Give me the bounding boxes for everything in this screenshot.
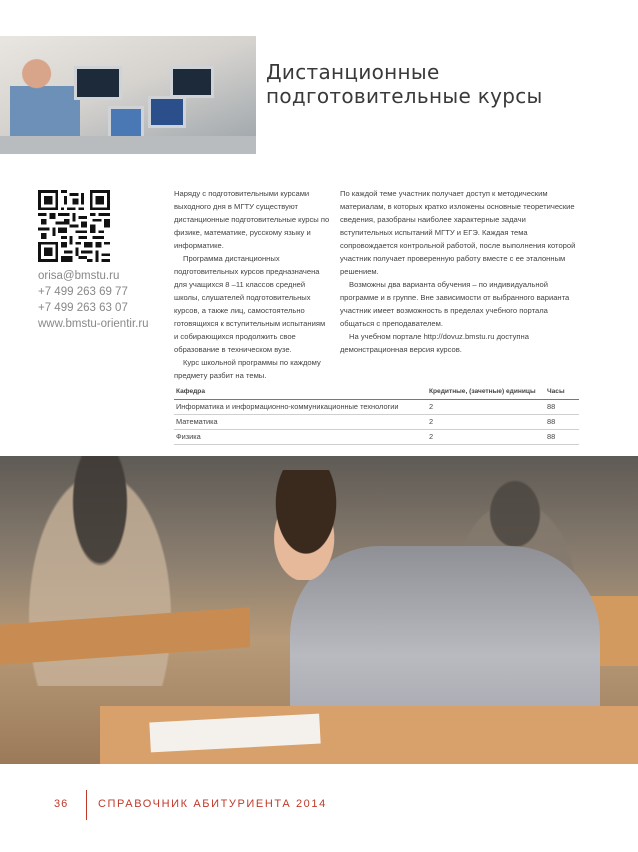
page-number: 36 — [54, 798, 69, 810]
paragraph: На учебном портале http://dovuz.bmstu.ru доступна демонстрационная версия курсов. — [340, 332, 529, 354]
cell-hours: 88 — [545, 429, 579, 444]
table-row — [174, 399, 579, 414]
text-column-1 — [174, 187, 330, 382]
paragraph: Наряду с подготовительными курсами выходного дня в МГТУ существуют дистанционные подготовительные курсы по физике, математике, русскому языку и информатике. — [174, 189, 330, 250]
cell-department: Математика — [174, 414, 427, 429]
contact-block — [38, 268, 168, 332]
header-credits: Кредитные, (зачетные) единицы — [427, 384, 545, 399]
classroom-photo — [0, 456, 638, 764]
paragraph: Возможны два варианта обучения – по индивидуальной программе и в группе. Вне зависимости от выбранного варианта участник имеет возможность в пределах учебного портала общаться с преподавателем. — [340, 280, 570, 328]
paragraph: Курс школьной программы по каждому предмету разбит на темы. — [174, 358, 321, 380]
table-row — [174, 414, 579, 429]
cell-credits: 2 — [427, 399, 545, 414]
header-hours: Часы — [545, 384, 579, 399]
cell-department: Физика — [174, 429, 427, 444]
contact-phone-1: +7 499 263 69 77 — [38, 286, 128, 298]
title-line-2: подготовительные курсы — [266, 84, 543, 108]
page-title — [266, 60, 606, 108]
table-header-row — [174, 384, 579, 399]
title-line-1: Дистанционные — [266, 60, 440, 84]
paragraph: Программа дистанционных подготовительных курсов предназначена для учащихся 8 –11 классов средней школы, слушателей подготовительных курсов, а также лиц, самостоятельно готовящихся к вступительным испытаниям и собирающихся продолжить свое образование в техническом вузе. — [174, 254, 326, 354]
top-photo — [0, 36, 256, 154]
cell-department: Информатика и информационно-коммуникационные технологии — [174, 399, 427, 414]
cell-hours: 88 — [545, 414, 579, 429]
text-column-2 — [340, 187, 580, 356]
footer-title: СПРАВОЧНИК АБИТУРИЕНТА 2014 — [98, 798, 327, 810]
footer-divider — [86, 790, 87, 820]
contact-website[interactable]: www.bmstu-orientir.ru — [38, 318, 149, 330]
table-row — [174, 429, 579, 444]
contact-phone-2: +7 499 263 63 07 — [38, 302, 128, 314]
qr-code-icon — [38, 190, 110, 262]
cell-credits: 2 — [427, 429, 545, 444]
header-department: Кафедра — [174, 384, 427, 399]
cell-hours: 88 — [545, 399, 579, 414]
paragraph: По каждой теме участник получает доступ к методическим материалам, в которых кратко изложены основные теоретические сведения, разобраны наиболее характерные задачи вступительных испытаний МГТУ и ЕГЭ. Каждая тема сопровождается контрольной работой, после выполнения которой участник получает проверенную работу вместе с ее эталонным решением. — [340, 189, 576, 276]
courses-table — [174, 384, 579, 445]
contact-email[interactable]: orisa@bmstu.ru — [38, 270, 120, 282]
cell-credits: 2 — [427, 414, 545, 429]
